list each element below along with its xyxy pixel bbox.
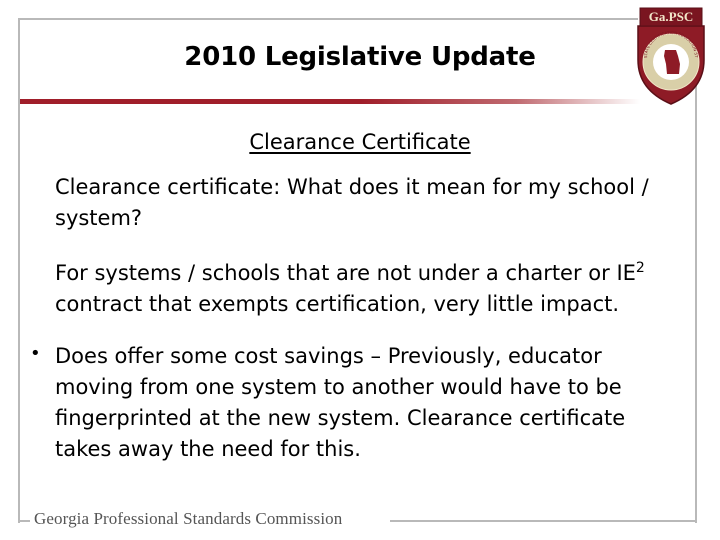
logo-ring-text: STATE CERTIFICATION EDUCATION ST xyxy=(642,29,700,59)
bullet-cost-savings: Does offer some cost savings – Previously, educator moving from one system to another would have to be fingerprinted at the new system. Clearance certificate takes away the need for this. xyxy=(55,344,626,461)
bullet-dot: • xyxy=(30,343,41,364)
title-underline-bar xyxy=(20,99,640,104)
gapsc-logo xyxy=(632,4,710,108)
paragraph-impact xyxy=(55,258,695,320)
footer-line-left xyxy=(18,520,30,522)
paragraph-impact-part2: contract that exempts certification, very little impact. xyxy=(55,292,620,316)
footer-organization: Georgia Professional Standards Commission xyxy=(34,509,343,528)
slide-title: 2010 Legislative Update xyxy=(184,42,536,72)
logo-name: Ga.PSC xyxy=(648,9,694,24)
section-heading: Clearance Certificate xyxy=(249,130,471,154)
paragraph-question: Clearance certificate: What does it mean for my school / system? xyxy=(55,175,649,230)
frame-top-line xyxy=(18,18,638,20)
superscript-two: 2 xyxy=(635,260,645,276)
footer-line-right xyxy=(390,520,697,522)
frame-left-line xyxy=(18,18,20,523)
paragraph-impact-part1: For systems / schools that are not under a charter or IE xyxy=(55,261,636,285)
